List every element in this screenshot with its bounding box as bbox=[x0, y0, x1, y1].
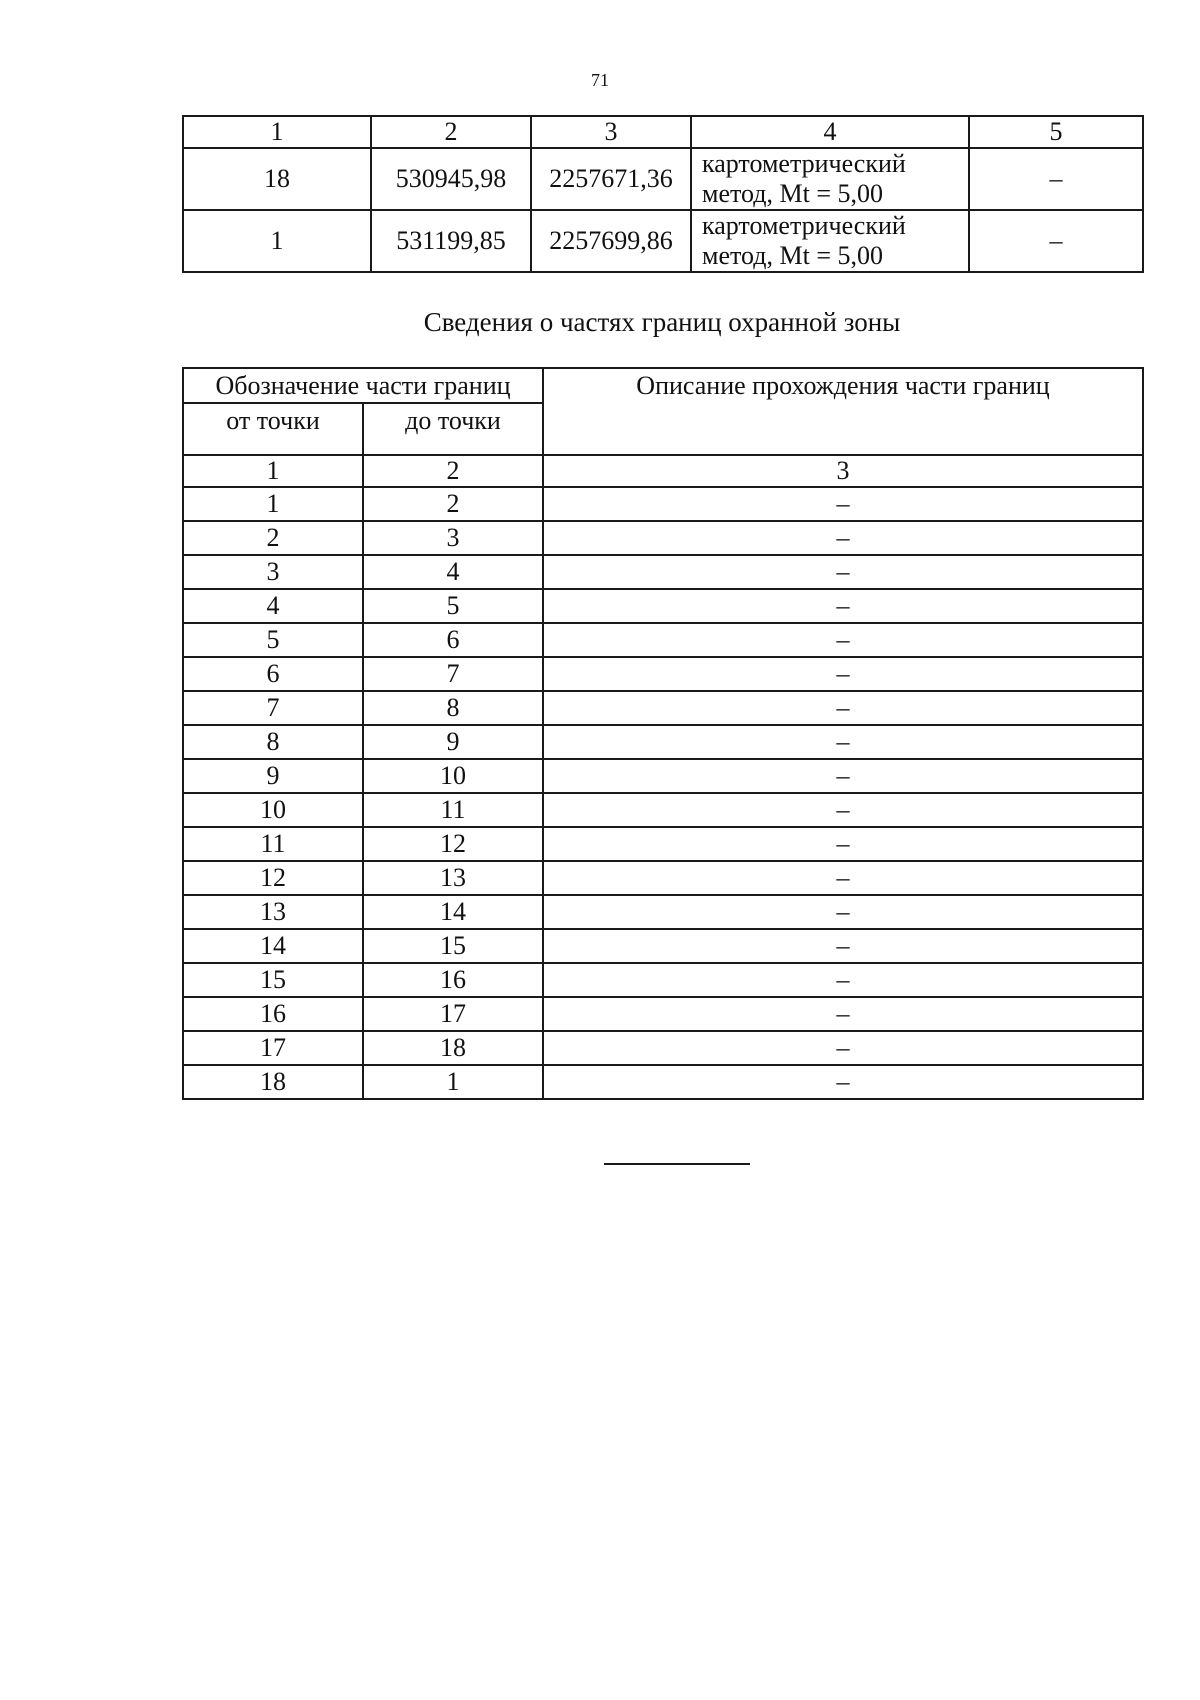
column-number-4: 4 bbox=[691, 116, 969, 148]
parts-table-column-numbers-row bbox=[183, 455, 1143, 487]
boundary-part-row bbox=[183, 691, 1143, 725]
from-point-cell: 2 bbox=[183, 521, 363, 555]
description-cell: – bbox=[543, 691, 1143, 725]
column-number-2: 2 bbox=[363, 455, 543, 487]
description-cell: – bbox=[543, 487, 1143, 521]
boundary-part-row bbox=[183, 895, 1143, 929]
column-number-2: 2 bbox=[371, 116, 531, 148]
description-cell: – bbox=[543, 963, 1143, 997]
description-cell: – bbox=[543, 555, 1143, 589]
coordinates-table-header-row bbox=[183, 116, 1143, 148]
description-cell: – bbox=[543, 589, 1143, 623]
coordinates-table-row bbox=[183, 210, 1143, 272]
method-line-2: метод, Mt = 5,00 bbox=[702, 179, 883, 208]
boundary-part-row bbox=[183, 997, 1143, 1031]
to-point-cell: 13 bbox=[363, 861, 543, 895]
column-number-5: 5 bbox=[969, 116, 1143, 148]
column-number-3: 3 bbox=[543, 455, 1143, 487]
from-point-cell: 11 bbox=[183, 827, 363, 861]
method-line-2: метод, Mt = 5,00 bbox=[702, 241, 883, 270]
from-point-cell: 18 bbox=[183, 1065, 363, 1099]
from-point-cell: 10 bbox=[183, 793, 363, 827]
to-point-cell: 14 bbox=[363, 895, 543, 929]
to-point-cell: 9 bbox=[363, 725, 543, 759]
from-point-header: от точки bbox=[183, 403, 363, 455]
point-number-cell: 18 bbox=[183, 148, 371, 210]
column-number-1: 1 bbox=[183, 455, 363, 487]
boundary-part-row bbox=[183, 521, 1143, 555]
description-cell: – bbox=[543, 997, 1143, 1031]
from-point-cell: 8 bbox=[183, 725, 363, 759]
coordinates-table-row bbox=[183, 148, 1143, 210]
section-title: Сведения о частях границ охранной зоны bbox=[423, 307, 901, 337]
from-point-cell: 13 bbox=[183, 895, 363, 929]
point-number-cell: 1 bbox=[183, 210, 371, 272]
from-point-cell: 4 bbox=[183, 589, 363, 623]
from-point-cell: 1 bbox=[183, 487, 363, 521]
boundary-part-row bbox=[183, 861, 1143, 895]
from-point-cell: 6 bbox=[183, 657, 363, 691]
boundary-part-row bbox=[183, 759, 1143, 793]
to-point-cell: 17 bbox=[363, 997, 543, 1031]
to-point-cell: 4 bbox=[363, 555, 543, 589]
page-number: 71 bbox=[591, 70, 609, 90]
note-cell: – bbox=[969, 210, 1143, 272]
description-cell: – bbox=[543, 929, 1143, 963]
to-point-cell: 7 bbox=[363, 657, 543, 691]
to-point-cell: 1 bbox=[363, 1065, 543, 1099]
method-line-1: картометрический bbox=[702, 149, 906, 178]
column-number-1: 1 bbox=[183, 116, 371, 148]
column-number-3: 3 bbox=[531, 116, 691, 148]
method-line-1: картометрический bbox=[702, 211, 906, 240]
boundary-part-row bbox=[183, 555, 1143, 589]
y-coordinate-cell: 2257671,36 bbox=[531, 148, 691, 210]
boundary-part-designation-header: Обозначение части границ bbox=[183, 368, 543, 403]
boundary-part-row bbox=[183, 929, 1143, 963]
to-point-cell: 2 bbox=[363, 487, 543, 521]
x-coordinate-cell: 530945,98 bbox=[371, 148, 531, 210]
method-cell bbox=[691, 148, 969, 210]
from-point-cell: 16 bbox=[183, 997, 363, 1031]
boundary-part-row bbox=[183, 963, 1143, 997]
to-point-cell: 8 bbox=[363, 691, 543, 725]
boundary-part-row bbox=[183, 623, 1143, 657]
boundary-part-row bbox=[183, 827, 1143, 861]
description-cell: – bbox=[543, 657, 1143, 691]
description-cell: – bbox=[543, 861, 1143, 895]
to-point-cell: 18 bbox=[363, 1031, 543, 1065]
x-coordinate-cell: 531199,85 bbox=[371, 210, 531, 272]
note-cell: – bbox=[969, 148, 1143, 210]
boundary-part-row bbox=[183, 487, 1143, 521]
to-point-cell: 10 bbox=[363, 759, 543, 793]
from-point-cell: 14 bbox=[183, 929, 363, 963]
description-cell: – bbox=[543, 895, 1143, 929]
to-point-cell: 3 bbox=[363, 521, 543, 555]
description-cell: – bbox=[543, 793, 1143, 827]
method-cell bbox=[691, 210, 969, 272]
to-point-cell: 16 bbox=[363, 963, 543, 997]
description-cell: – bbox=[543, 521, 1143, 555]
to-point-cell: 15 bbox=[363, 929, 543, 963]
y-coordinate-cell: 2257699,86 bbox=[531, 210, 691, 272]
to-point-cell: 6 bbox=[363, 623, 543, 657]
boundary-part-row bbox=[183, 1065, 1143, 1099]
from-point-cell: 3 bbox=[183, 555, 363, 589]
to-point-cell: 5 bbox=[363, 589, 543, 623]
to-point-header: до точки bbox=[363, 403, 543, 455]
boundary-part-row bbox=[183, 725, 1143, 759]
boundary-part-row bbox=[183, 657, 1143, 691]
description-cell: – bbox=[543, 1065, 1143, 1099]
description-cell: – bbox=[543, 827, 1143, 861]
description-cell: – bbox=[543, 725, 1143, 759]
end-of-document-rule bbox=[604, 1163, 750, 1165]
coordinates-table bbox=[182, 115, 1144, 273]
from-point-cell: 7 bbox=[183, 691, 363, 725]
description-cell: – bbox=[543, 759, 1143, 793]
from-point-cell: 5 bbox=[183, 623, 363, 657]
boundary-part-row bbox=[183, 1031, 1143, 1065]
boundary-part-row bbox=[183, 793, 1143, 827]
from-point-cell: 12 bbox=[183, 861, 363, 895]
to-point-cell: 11 bbox=[363, 793, 543, 827]
boundary-part-row bbox=[183, 589, 1143, 623]
to-point-cell: 12 bbox=[363, 827, 543, 861]
from-point-cell: 9 bbox=[183, 759, 363, 793]
from-point-cell: 15 bbox=[183, 963, 363, 997]
boundary-part-description-header: Описание прохождения части границ bbox=[543, 368, 1143, 455]
description-cell: – bbox=[543, 1031, 1143, 1065]
description-cell: – bbox=[543, 623, 1143, 657]
boundary-parts-table bbox=[182, 367, 1144, 1100]
from-point-cell: 17 bbox=[183, 1031, 363, 1065]
parts-table-header-row bbox=[183, 368, 1143, 403]
